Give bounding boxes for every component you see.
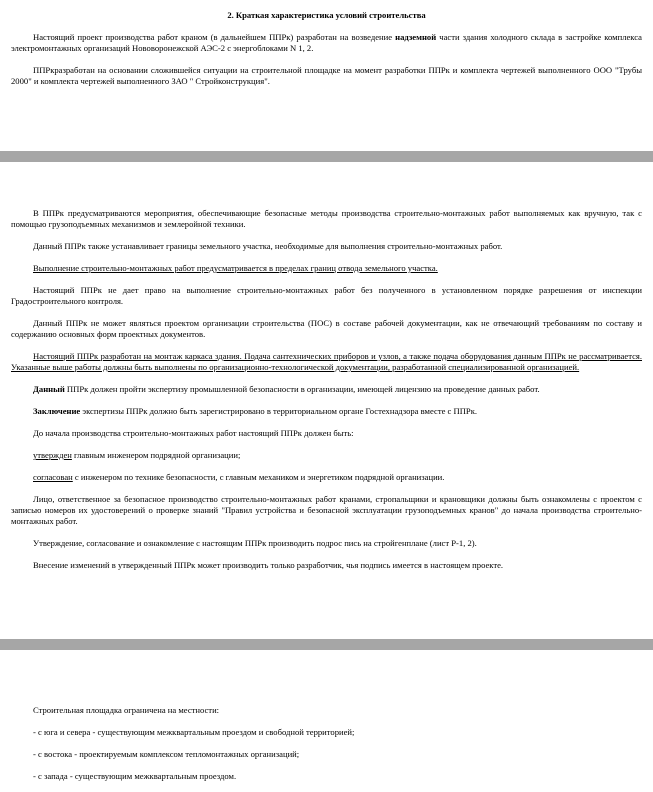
land-limits-text: Выполнение строительно-монтажных работ предусматривается в пределах границ отвода земельного участка. <box>33 263 438 273</box>
intro-text-part2: части здания холодного склада в застройке комплекса электромонтажных организаций Нововоронежской АЭС-2 с энергоблоками N 1, 2. <box>11 32 642 53</box>
document-page-3 <box>0 650 653 792</box>
paragraph-changes: Внесение изменений в утвержденный ППРк может производить только разработчик, чья подпись имеется в настоящем проекте. <box>33 560 504 570</box>
page-divider <box>0 639 653 650</box>
basis-paragraph: ППРкразработан на основании сложившейся ситуации на строительной площадке на момент разработки ППРк и комплекта чертежей выполненного ООО "Трубы 2000" и комплекта чертежей выполненного ЗАО " Стройконструкция". <box>11 65 642 86</box>
site-bound-item: - с востока - проектируемым комплексом тепломонтажных организаций; <box>33 749 300 759</box>
document-page-1 <box>0 0 653 151</box>
section-heading: 2. Краткая характеристика условий строительства <box>227 10 426 20</box>
site-bound-item: - с юга и севера - существующим межквартальным проездом и свободной территорией; <box>33 727 355 737</box>
agreed-text: с инженером по технике безопасности, с главным механиком и энергетиком подрядной организации. <box>72 472 445 482</box>
paragraph-boundaries: Данный ППРк также устанавливает границы земельного участка, необходимые для выполнения строительно-монтажных работ. <box>33 241 503 251</box>
approved-underlined: утвержден <box>33 450 72 460</box>
expertise-bold: Данный <box>33 384 65 394</box>
page-divider <box>0 151 653 162</box>
page-2-content <box>11 208 642 571</box>
registration-bold: Заключение <box>33 406 81 416</box>
document-page-2 <box>0 162 653 640</box>
paragraph-measures: В ППРк предусматриваются мероприятия, обеспечивающие безопасные методы производства строительно-монтажных работ выполняемых как вручную, так с помощью грузоподъемных механизмов и землеройной техники. <box>11 208 642 229</box>
paragraph-agreed <box>11 472 642 483</box>
intro-text-bold: надземной <box>395 32 437 42</box>
paragraph-responsible: Лицо, ответственное за безопасное производство строительно-монтажных работ кранами, стропальщики и крановщики должны быть ознакомлены с проектом с записью номеров их удостоверений о проверке знаний "Правил устройства и безопасной эксплуатации грузоподъемных кранов" до начала производства строительно-монтажных работ. <box>11 494 642 526</box>
site-bound-item: - с запада - существующим межквартальным проездом. <box>33 771 237 781</box>
paragraph-land-limits <box>11 263 642 274</box>
page-3-content <box>11 705 642 782</box>
approved-text: главным инженером подрядной организации; <box>71 450 241 460</box>
page-1-content <box>11 10 642 87</box>
paragraph-expertise <box>11 384 642 395</box>
paragraph-before-start: До начала производства строительно-монтажных работ настоящий ППРк должен быть: <box>33 428 354 438</box>
registration-text: экспертизы ППРк должно быть зарегистрировано в территориальном органе Гостехнадзора вместе с ППРк. <box>80 406 478 416</box>
paragraph-registration <box>11 406 642 417</box>
paragraph-permission: Настоящий ППРк не дает право на выполнение строительно-монтажных работ без полученного в установленном порядке разрешения от инспекции Градостроительного контроля. <box>11 285 642 306</box>
paragraph-pos: Данный ППРк не может являться проектом организации строительства (ПОС) в составе рабочей документации, как не отвечающий требованиям по составу и содержанию основных форм проектных документов. <box>11 318 642 339</box>
intro-paragraph <box>11 32 642 54</box>
paragraph-signoff: Утверждение, согласование и ознакомление с настоящим ППРк производить подрос пись на стройгенплане (лист Р-1, 2). <box>33 538 477 548</box>
paragraph-scope: Настоящий ППРк разработан на монтаж каркаса здания. Подача сантехнических приборов и узлов, а также подача оборудования данным ППРк не рассматривается. Указанные выше работы должны быть выполнены по организационно-технологической документации, разработанной специализированной организацией. <box>11 351 642 372</box>
intro-text-part1: Настоящий проект производства работ краном (в дальнейшем ППРк) разработан на возведение <box>33 32 396 42</box>
site-bounds-intro: Строительная площадка ограничена на местности: <box>33 705 220 715</box>
paragraph-approved <box>11 450 642 461</box>
expertise-text: ППРк должен пройти экспертизу промышленной безопасности в организации, имеющей лицензию на проведение данных работ. <box>64 384 540 394</box>
agreed-underlined: согласован <box>33 472 73 482</box>
